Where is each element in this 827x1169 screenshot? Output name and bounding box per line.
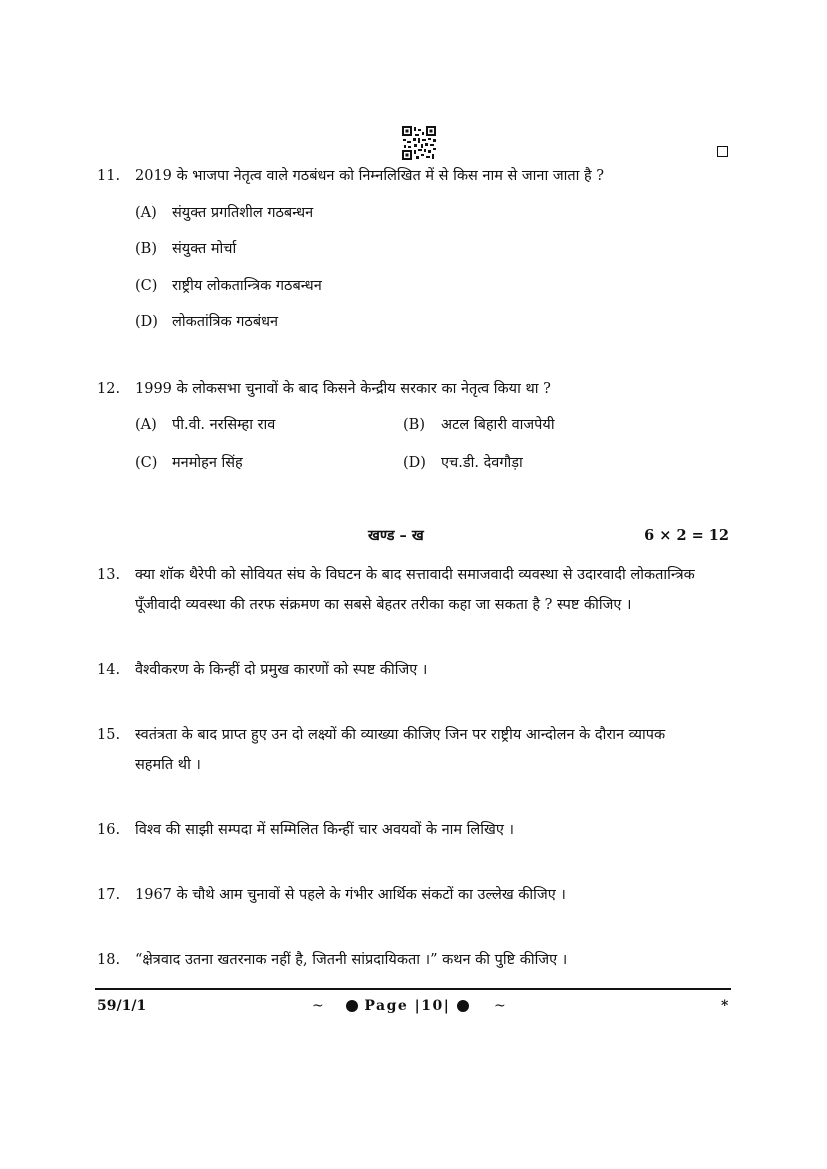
question-number: 15. bbox=[97, 727, 121, 743]
option-text: संयुक्त प्रगतिशील गठबन्धन bbox=[172, 205, 314, 221]
page-separator: | bbox=[414, 998, 422, 1014]
page-number: 10 bbox=[421, 998, 444, 1014]
question-text-line: स्वतंत्रता के बाद प्राप्त हुए उन दो लक्ष्यों की व्याख्या कीजिए जिन पर राष्ट्रीय आन्दोलन के दौरान व्यापक bbox=[135, 727, 666, 743]
question-text-line: पूँजीवादी व्यवस्था की तरफ संक्रमण का सबसे बेहतर तरीका कहा जा सकता है ? स्पष्ट कीजिए । bbox=[135, 597, 632, 613]
page-indicator bbox=[346, 996, 469, 1016]
section-title: खण्ड – ख bbox=[368, 527, 424, 544]
page-separator: | bbox=[443, 998, 451, 1014]
option-text: मनमोहन सिंह bbox=[172, 455, 243, 471]
option-label: (A) bbox=[135, 205, 157, 221]
question-text-line: सहमति थी । bbox=[135, 757, 201, 773]
option-text: लोकतांत्रिक गठबंधन bbox=[172, 314, 279, 330]
question-text-line: वैश्वीकरण के किन्हीं दो प्रमुख कारणों को स्पष्ट कीजिए । bbox=[135, 662, 428, 678]
qr-code-icon bbox=[402, 126, 436, 160]
option-label: (D) bbox=[403, 455, 426, 471]
option-label: (B) bbox=[403, 417, 425, 433]
question-number: 18. bbox=[97, 952, 121, 968]
question-number: 16. bbox=[97, 822, 121, 838]
tilde-left: ~ bbox=[312, 998, 324, 1014]
question-text: 2019 के भाजपा नेतृत्व वाले गठबंधन को निम्नलिखित में से किस नाम से जाना जाता है ? bbox=[135, 168, 605, 184]
option-text: संयुक्त मोर्चा bbox=[172, 241, 237, 257]
bullet-icon bbox=[346, 1000, 358, 1012]
option-label: (D) bbox=[135, 314, 158, 330]
option-label: (C) bbox=[135, 455, 158, 471]
section-marks: 6 × 2 = 12 bbox=[644, 527, 729, 544]
tilde-right: ~ bbox=[494, 998, 506, 1014]
question-text-line: विश्व की साझी सम्पदा में सम्मिलित किन्हीं चार अवयवों के नाम लिखिए । bbox=[135, 822, 514, 838]
star-mark: * bbox=[721, 998, 729, 1014]
option-text: एच.डी. देवगौड़ा bbox=[441, 455, 523, 471]
question-text-line: 1967 के चौथे आम चुनावों से पहले के गंभीर आर्थिक संकटों का उल्लेख कीजिए । bbox=[135, 887, 566, 903]
option-text: राष्ट्रीय लोकतान्त्रिक गठबन्धन bbox=[172, 278, 322, 294]
question-number: 13. bbox=[97, 567, 121, 583]
question-number: 14. bbox=[97, 662, 121, 678]
question-text-line: क्या शॉक थैरेपी को सोवियत संघ के विघटन के बाद सत्तावादी समाजवादी व्यवस्था से उदारवादी लोकतान्त्रिक bbox=[135, 567, 695, 583]
footer-divider bbox=[95, 988, 731, 990]
question-number: 17. bbox=[97, 887, 121, 903]
bullet-icon bbox=[457, 1000, 469, 1012]
option-label: (C) bbox=[135, 278, 158, 294]
option-label: (B) bbox=[135, 241, 157, 257]
question-number: 12. bbox=[97, 381, 121, 397]
option-text: पी.वी. नरसिम्हा राव bbox=[172, 417, 276, 433]
question-number: 11. bbox=[97, 168, 121, 184]
option-label: (A) bbox=[135, 417, 157, 433]
question-text-line: “क्षेत्रवाद उतना खतरनाक नहीं है, जितनी सांप्रदायिकता ।” कथन की पुष्टि कीजिए । bbox=[135, 952, 568, 968]
paper-code: 59/1/1 bbox=[97, 998, 147, 1014]
question-text: 1999 के लोकसभा चुनावों के बाद किसने केन्द्रीय सरकार का नेतृत्व किया था ? bbox=[135, 381, 551, 397]
option-text: अटल बिहारी वाजपेयी bbox=[441, 417, 555, 433]
corner-checkbox-icon bbox=[717, 146, 728, 157]
page-word: Page bbox=[364, 998, 409, 1014]
